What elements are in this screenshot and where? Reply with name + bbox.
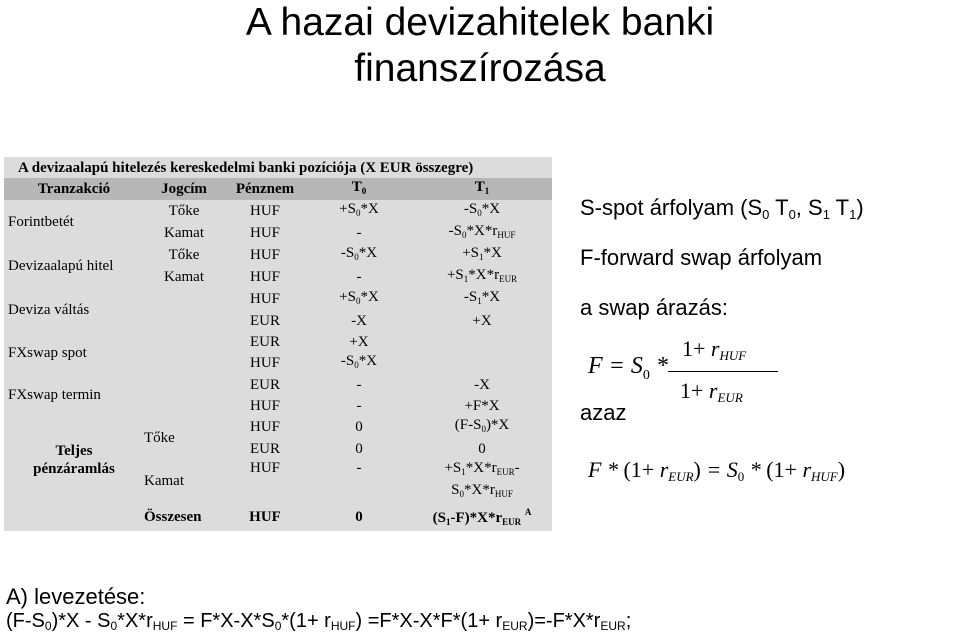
table-row <box>4 244 552 266</box>
cell-t0: +X <box>349 333 369 350</box>
cell-currency: HUF <box>249 419 280 435</box>
cell-t0: - <box>356 397 362 414</box>
footnote-line-1: A) levezetése: <box>6 584 146 609</box>
fraction-line <box>668 371 778 372</box>
cell-currency: EUR <box>250 333 280 350</box>
cell-t1: $S_0*X*r_{HUF}$ <box>451 482 513 499</box>
cell-t1: $(F-S_0)*X$ <box>454 417 510 434</box>
cell-t1 <box>412 331 552 352</box>
row-label-fxswap-spot: FXswap spot <box>8 344 87 361</box>
cell-t0: 0 <box>355 440 363 457</box>
table-row <box>4 374 552 395</box>
table-row-total <box>4 503 552 531</box>
cell-currency: HUF <box>249 460 280 476</box>
table-caption: A devizaalapú hitelezés kereskedelmi banki pozíciója (X EUR összegre) <box>4 157 552 178</box>
cell-t1: $+S_1*X*r_{EUR}-$ <box>444 460 520 477</box>
footnote-line-2: $(F-S_0)*X - S_0*X*r_{HUF} = F*X-X*S_0*(1+ r_{HUF}) =F*X-X*F*(1+ r_{EUR})=-F*X*r_{EUR}$; <box>6 610 632 633</box>
forward-definition: F-forward swap árfolyam <box>580 245 823 270</box>
cell-t1: $+S_1*X*r_{EUR}$ <box>446 267 518 284</box>
title-line-1: A hazai devizahitelek banki <box>245 1 715 44</box>
cell-jogcim <box>144 352 224 374</box>
position-table-wrap <box>4 157 552 531</box>
cell-jogcim <box>144 374 224 395</box>
header-tranzakcio: Tranzakció <box>37 181 111 197</box>
row-label-teljes-line1: Teljes <box>55 442 93 459</box>
azaz-label: azaz <box>580 400 627 425</box>
cell-t0: - <box>356 376 362 393</box>
position-table <box>4 157 552 531</box>
row-label-forintbetet: Forintbetét <box>8 214 74 230</box>
cell-t1: $-S_0*X*r_{HUF}$ <box>448 223 516 240</box>
cell-t0: $+S_0*X$ <box>339 201 379 218</box>
cell-jogcim: Kamat <box>164 269 204 285</box>
cell-t0: - <box>356 460 362 476</box>
cell-t1: $(S_1-F)*X*r_{EUR}$ $^A$ <box>432 507 532 527</box>
formula-1-numerator: $1+ r_{HUF}$ <box>682 336 747 363</box>
cell-currency: EUR <box>250 376 280 393</box>
cell-jogcim <box>144 288 224 310</box>
row-label-devizaalapu: Devizaalapú hitel <box>8 258 114 274</box>
row-label-fxswap-termin: FXswap termin <box>8 387 101 403</box>
header-penznem: Pénznem <box>235 181 295 197</box>
row-label-teljes-line2: pénzáramlás <box>33 460 115 477</box>
cell-jogcim: Tőke <box>168 247 200 263</box>
cell-t1: +F*X <box>464 397 500 414</box>
cell-jogcim: Tőke <box>168 203 200 219</box>
header-t0: $T_0$ <box>351 179 367 196</box>
cell-t0: $+S_0*X$ <box>339 289 379 306</box>
spot-definition: S-spot árfolyam ($S_0$ $T_0$, $S_1$ $T_1$) <box>580 195 864 222</box>
cell-osszesen: Összesen <box>144 509 202 525</box>
cell-t0: $-S_0*X$ <box>340 245 378 262</box>
cell-currency: HUF <box>249 203 280 219</box>
cell-t1: $-S_1*X$ <box>463 289 501 306</box>
cell-t1: +X <box>472 312 492 329</box>
cell-jogcim-toke: Tőke <box>144 429 175 446</box>
cell-t0: -X <box>351 312 367 329</box>
row-label-deviza-valtas: Deviza váltás <box>8 301 90 318</box>
row-label-teljes <box>4 416 144 503</box>
formula-2: $F * (1+ r_{EUR}) = S_0 * (1+ r_{HUF})$ <box>588 457 846 484</box>
cell-currency: HUF <box>249 247 280 263</box>
cell-t1: $-S_0*X$ <box>463 201 501 218</box>
formula-1-denominator: $1+ r_{EUR}$ <box>680 378 743 405</box>
table-header-row <box>4 178 552 200</box>
cell-currency: EUR <box>250 440 280 457</box>
cell-currency: HUF <box>249 509 281 525</box>
cell-currency: HUF <box>249 397 280 414</box>
cell-t0: 0 <box>355 419 363 435</box>
cell-jogcim <box>144 331 224 352</box>
cell-blank <box>4 503 144 531</box>
table-row <box>4 288 552 310</box>
cell-t0: 0 <box>355 509 363 525</box>
cell-currency: HUF <box>249 355 280 371</box>
swap-pricing-label: a swap árazás: <box>580 295 728 320</box>
cell-jogcim-kamat: Kamat <box>144 473 184 489</box>
cell-jogcim <box>144 395 224 416</box>
cell-t1 <box>412 352 552 374</box>
cell-currency: HUF <box>249 291 280 307</box>
table-row <box>4 331 552 352</box>
table-row <box>4 200 552 222</box>
title-line-2: finanszírozása <box>354 47 606 90</box>
page-title <box>0 0 960 92</box>
cell-t1: -X <box>474 376 490 393</box>
cell-t1: $+S_1*X$ <box>462 245 502 262</box>
cell-t0: - <box>356 269 362 285</box>
header-t1: $T_1$ <box>474 179 490 196</box>
cell-t0: $-S_0*X$ <box>340 353 378 370</box>
cell-currency: EUR <box>250 312 280 329</box>
formula-1-left: $F = S_0$ * <box>588 353 668 383</box>
footnote <box>0 584 960 633</box>
cell-currency: HUF <box>249 269 280 285</box>
header-jogcim: Jogcím <box>161 181 207 197</box>
cell-jogcim: Kamat <box>164 225 204 241</box>
table-row <box>4 416 552 438</box>
cell-t1: 0 <box>478 440 486 457</box>
cell-t0: - <box>356 225 362 241</box>
cell-currency: HUF <box>249 225 280 241</box>
cell-jogcim <box>144 310 224 331</box>
